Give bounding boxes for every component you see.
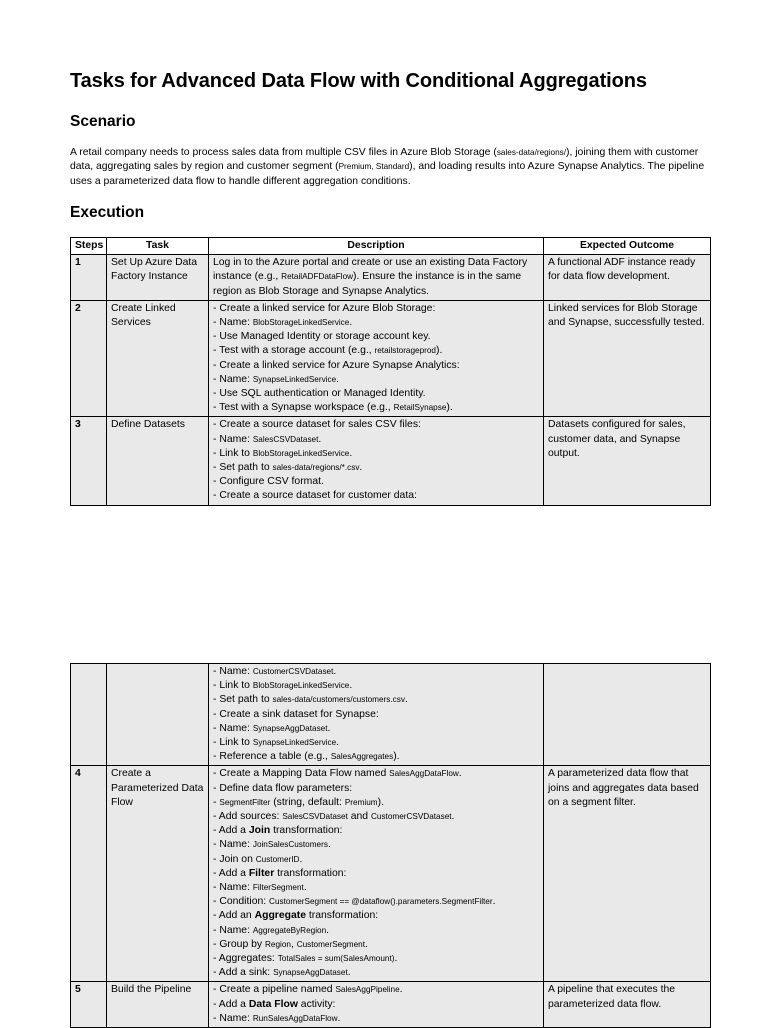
description-line	[213, 256, 539, 270]
step-number: 4	[71, 766, 107, 982]
description-text: - Name:	[213, 882, 253, 894]
description-text: - Set path to	[213, 462, 273, 474]
description-text: - Name:	[213, 433, 253, 445]
description-text: and	[347, 811, 371, 823]
step-number: 3	[71, 417, 107, 505]
description-text: region as Blob Storage and Synapse Analytics.	[213, 285, 430, 297]
description-line	[213, 489, 539, 503]
step-number: 2	[71, 300, 107, 417]
description-text: .	[318, 433, 322, 445]
header-task: Task	[107, 238, 209, 255]
table-row	[71, 982, 711, 1028]
code-identifier: SynapseAggDataset	[252, 723, 328, 733]
emphasized-term: Join	[248, 825, 271, 837]
description-text: .	[327, 722, 331, 734]
description-text: .	[347, 967, 351, 979]
code-identifier: RetailSynapse	[393, 403, 447, 413]
table-row	[71, 300, 711, 417]
description-line	[213, 418, 539, 432]
description-text: - Name:	[213, 373, 253, 385]
emphasized-term: Filter	[248, 867, 275, 879]
description-text: transformation:	[274, 867, 347, 879]
description-text: - Name:	[213, 839, 253, 851]
description-text: - Create a source dataset for sales CSV files:	[213, 419, 421, 431]
description-line	[213, 693, 539, 707]
description-text: ).	[377, 796, 384, 808]
table-body-continued	[71, 664, 711, 1028]
description-line	[213, 998, 539, 1012]
description-text: instance (e.g.,	[213, 271, 282, 283]
description-text: .	[326, 924, 330, 936]
description-text: .	[492, 896, 496, 908]
expected-outcome	[544, 664, 711, 766]
description-line	[213, 285, 539, 299]
code-identifier: RunSalesAggDataFlow	[252, 1013, 338, 1023]
code-identifier: TotalSales = sum(SalesAmount)	[277, 954, 395, 964]
description-text: - Condition:	[213, 896, 270, 908]
code-identifier: SalesCSVDataset	[252, 434, 319, 444]
code-identifier: CustomerSegment	[296, 939, 365, 949]
description-text: activity:	[297, 998, 336, 1010]
description-text: - Name:	[213, 666, 253, 677]
description-line	[213, 344, 539, 358]
task-name: Define Datasets	[107, 417, 209, 505]
description-text: .	[404, 694, 408, 706]
description-text: - Name:	[213, 1012, 253, 1024]
description-text: - Reference a table (e.g.,	[213, 751, 331, 763]
description-line	[213, 722, 539, 736]
description-line	[213, 679, 539, 693]
code-identifier: CustomerID	[255, 854, 300, 864]
description-text: .	[333, 666, 337, 677]
description-line	[213, 782, 539, 796]
description-text: - Create a linked service for Azure Synapse Analytics:	[213, 359, 460, 371]
table-row	[71, 766, 711, 982]
description-text: - Create a source dataset for customer data:	[213, 490, 417, 502]
step-number: 5	[71, 982, 107, 1028]
expected-outcome: A functional ADF instance ready for data flow development.	[544, 255, 711, 301]
description-text: - Add a sink:	[213, 967, 274, 979]
description-line	[213, 983, 539, 997]
description-line	[213, 810, 539, 824]
description-text: (string, default:	[270, 796, 345, 808]
description-text: ,	[290, 938, 297, 950]
step-number	[71, 664, 107, 766]
task-name: Create Linked Services	[107, 300, 209, 417]
description-text: - Group by	[213, 938, 265, 950]
description-line	[213, 867, 539, 881]
description-text: - Add a	[213, 998, 249, 1010]
description-text: .	[336, 737, 340, 749]
description-text: ). Ensure the instance is in the same	[353, 271, 522, 283]
description-text: - Use Managed Identity or storage account key.	[213, 331, 431, 343]
description-text: - Join on	[213, 853, 256, 865]
description-text: transformation:	[270, 825, 343, 837]
header-description: Description	[209, 238, 544, 255]
expected-outcome: Datasets configured for sales, customer data, and Synapse output.	[544, 417, 711, 505]
table-header-row	[71, 238, 711, 255]
table-body	[71, 255, 711, 505]
description-text: .	[451, 811, 455, 823]
description-text: - Add sources:	[213, 811, 283, 823]
tasks-table	[70, 237, 711, 506]
description-text: - Define data flow parameters:	[213, 782, 353, 794]
description-text: .	[327, 839, 331, 851]
description-text: - Name:	[213, 924, 253, 936]
code-identifier: sales-data/customers/customers.csv	[272, 695, 405, 705]
description-text: - Add an	[213, 910, 255, 922]
description-line	[213, 433, 539, 447]
code-identifier: BlobStorageLinkedService	[252, 681, 350, 691]
description-text: - Use SQL authentication or Managed Identity.	[213, 388, 426, 400]
scenario-text-part: A retail company needs to process sales data from multiple CSV files in Azure Blob Storage (	[70, 147, 497, 158]
step-number: 1	[71, 255, 107, 301]
description-text: - Name:	[213, 722, 253, 734]
scenario-text-part: ), and loading results into Azure Synapse Analytics. The pipeline uses a parameterized data flow to handle different aggregation conditions.	[70, 161, 705, 187]
description-text: .	[394, 953, 398, 965]
description-text: - Test with a storage account (e.g.,	[213, 345, 375, 357]
code-identifier: SalesAggregates	[330, 752, 394, 762]
code-identifier: BlobStorageLinkedService	[252, 318, 350, 328]
description-text: .	[359, 462, 363, 474]
description-text: - Aggregates:	[213, 953, 278, 965]
code-identifier: sales-data/regions/*.csv	[272, 463, 360, 473]
description-text: transformation:	[305, 910, 379, 922]
description-line	[213, 401, 539, 415]
description-line	[213, 461, 539, 475]
table-row	[71, 664, 711, 766]
description-text: ).	[393, 751, 400, 763]
description-text: .	[299, 853, 303, 865]
description-line	[213, 924, 539, 938]
description-text: .	[364, 938, 368, 950]
code-identifier: SegmentFilter	[219, 797, 271, 807]
description-text: - Set path to	[213, 694, 273, 706]
table-row	[71, 255, 711, 301]
code-identifier: JoinSalesCustomers	[252, 840, 328, 850]
description-text: ).	[446, 402, 453, 414]
task-name: Set Up Azure Data Factory Instance	[107, 255, 209, 301]
description-line	[213, 909, 539, 923]
execution-heading: Execution	[70, 204, 145, 221]
description-line	[213, 373, 539, 387]
description-line	[213, 767, 539, 781]
description-line	[213, 736, 539, 750]
description-line	[213, 316, 539, 330]
header-steps: Steps	[71, 238, 107, 255]
scenario-paragraph	[70, 146, 710, 189]
code-identifier: RetailADFDataFlow	[281, 272, 354, 282]
task-description	[209, 664, 544, 766]
description-line	[213, 475, 539, 489]
description-line	[213, 708, 539, 722]
task-description	[209, 982, 544, 1028]
description-text: - Link to	[213, 737, 253, 749]
scenario-path-code: sales-data/regions/	[496, 148, 566, 157]
description-line	[213, 302, 539, 316]
task-description	[209, 766, 544, 982]
description-text: - Add a	[213, 867, 249, 879]
description-line	[213, 952, 539, 966]
scenario-segments-code: Premium, Standard	[338, 162, 410, 172]
description-line	[213, 750, 539, 764]
description-line	[213, 853, 539, 867]
code-identifier: AggregateByRegion	[252, 925, 327, 935]
description-text: .	[303, 882, 307, 894]
code-identifier: SalesAggDataFlow	[389, 769, 459, 779]
expected-outcome: A parameterized data flow that joins and aggregates data based on a segment filter.	[544, 766, 711, 982]
code-identifier: BlobStorageLinkedService	[252, 448, 350, 458]
description-text: - Add a	[213, 825, 249, 837]
description-text: - Name:	[213, 317, 253, 329]
task-name	[107, 664, 209, 766]
description-text: .	[349, 447, 353, 459]
description-line	[213, 447, 539, 461]
code-identifier: SynapseLinkedService	[252, 738, 337, 748]
task-description	[209, 255, 544, 301]
description-text: - Configure CSV format.	[213, 476, 324, 488]
tasks-table-continued	[70, 663, 711, 1028]
task-name: Build the Pipeline	[107, 982, 209, 1028]
description-line	[213, 824, 539, 838]
task-description	[209, 300, 544, 417]
header-expected-outcome: Expected Outcome	[544, 238, 711, 255]
code-identifier: CustomerCSVDataset	[252, 667, 334, 676]
description-text: - Create a sink dataset for Synapse:	[213, 708, 379, 720]
code-identifier: CustomerCSVDataset	[370, 812, 452, 822]
scenario-text-part: ), joining them with customer data, aggregating sales by region and customer segment (	[70, 147, 699, 173]
description-line	[213, 881, 539, 895]
emphasized-term: Aggregate	[254, 910, 306, 922]
expected-outcome: Linked services for Blob Storage and Synapse, successfully tested.	[544, 300, 711, 417]
code-identifier: Region	[264, 939, 291, 949]
description-text: - Create a pipeline named	[213, 984, 336, 996]
description-line	[213, 270, 539, 284]
page-title: Tasks for Advanced Data Flow with Conditional Aggregations	[70, 70, 647, 92]
code-identifier: SalesCSVDataset	[282, 812, 348, 822]
emphasized-term: Data Flow	[248, 998, 298, 1010]
code-identifier: SynapseLinkedService	[252, 374, 337, 384]
scenario-heading: Scenario	[70, 113, 136, 130]
description-line	[213, 938, 539, 952]
task-description	[209, 417, 544, 505]
description-text: Log in to the Azure portal and create or use an existing Data Factory	[213, 257, 528, 269]
description-text: .	[349, 317, 353, 329]
description-text: .	[349, 680, 353, 692]
description-line	[213, 838, 539, 852]
code-identifier: CustomerSegment == @dataflow().parameters.SegmentFilter	[269, 897, 493, 907]
description-text: -	[213, 796, 220, 808]
table-row	[71, 417, 711, 505]
code-identifier: retailstorageprod	[374, 346, 436, 356]
description-line	[213, 895, 539, 909]
description-line	[213, 387, 539, 401]
description-text: .	[336, 373, 340, 385]
task-name: Create a Parameterized Data Flow	[107, 766, 209, 982]
code-identifier: SynapseAggDataset	[273, 968, 348, 978]
description-text: - Create a Mapping Data Flow named	[213, 768, 390, 780]
description-text: - Link to	[213, 447, 253, 459]
code-identifier: Premium	[344, 797, 378, 807]
code-identifier: FilterSegment	[252, 883, 304, 893]
description-line	[213, 330, 539, 344]
description-line	[213, 966, 539, 980]
description-text: ).	[435, 345, 443, 357]
description-line	[213, 359, 539, 373]
description-text: .	[458, 768, 462, 780]
description-line	[213, 665, 539, 679]
description-text: .	[337, 1012, 341, 1024]
description-line	[213, 796, 539, 810]
description-text: .	[399, 984, 403, 996]
expected-outcome: A pipeline that executes the parameterized data flow.	[544, 982, 711, 1028]
description-text: - Test with a Synapse workspace (e.g.,	[213, 402, 394, 414]
description-text: - Link to	[213, 680, 253, 692]
description-text: - Create a linked service for Azure Blob Storage:	[213, 302, 436, 314]
code-identifier: SalesAggPipeline	[335, 985, 400, 995]
